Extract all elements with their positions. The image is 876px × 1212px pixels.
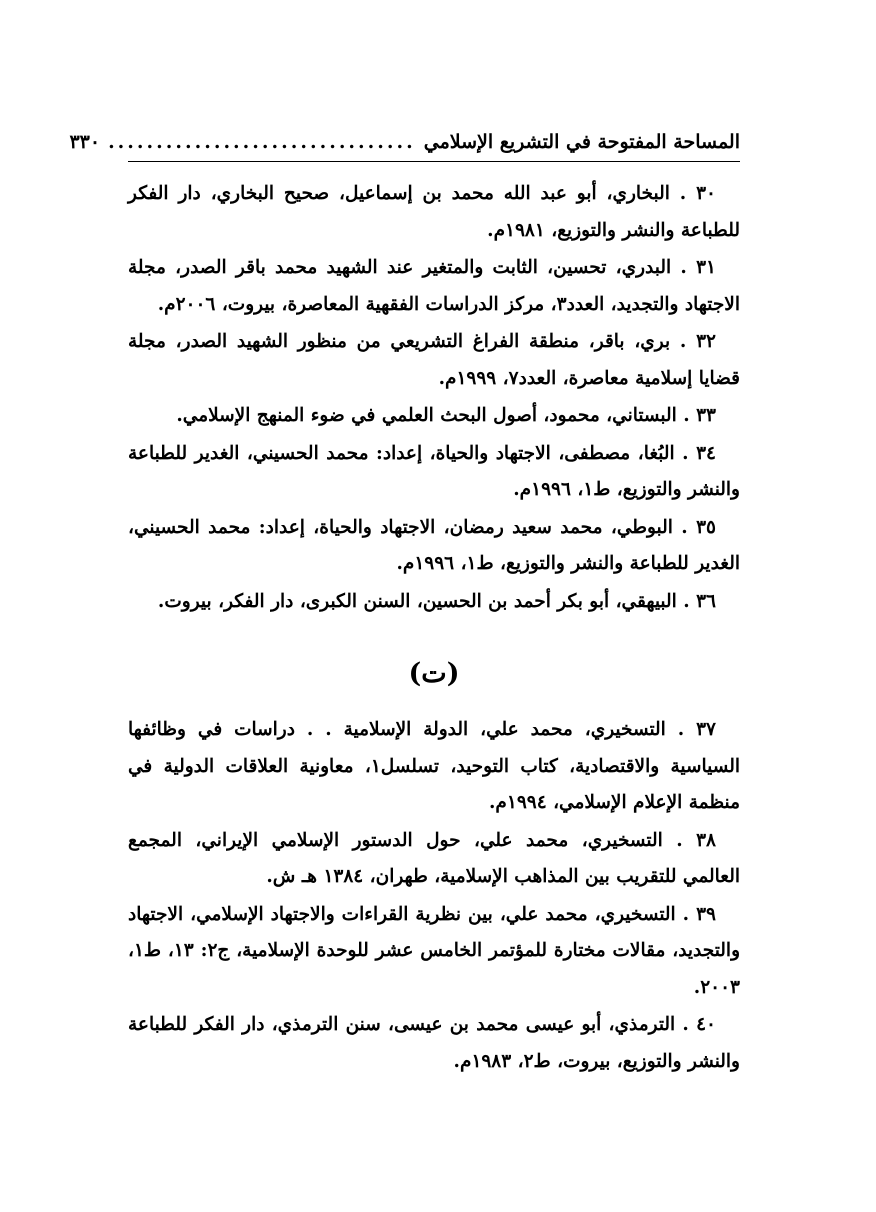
header-divider — [128, 161, 740, 162]
reference-entry-34: ٣٤ . البُغا، مصطفى، الاجتهاد والحياة، إعداد: محمد الحسيني، الغدير للطباعة والنشر والتوزيع، ط١، ١٩٩٦م. — [128, 442, 740, 500]
book-title: المساحة المفتوحة في التشريع الإسلامي — [423, 131, 740, 153]
reference-entry-33: ٣٣ . البستاني، محمود، أصول البحث العلمي في ضوء المنهج الإسلامي. — [176, 405, 716, 426]
reference-entry-40: ٤٠ . الترمذي، أبو عيسى محمد بن عيسى، سنن الترمذي، دار الفكر للطباعة والنشر والتوزيع، بيروت، ط٢، ١٩٨٣م. — [128, 1014, 740, 1072]
reference-entry-32: ٣٢ . بري، باقر، منطقة الفراغ التشريعي من منظور الشهيد الصدر، مجلة قضايا إسلامية معاصرة، العدد٧، ١٩٩٩م. — [128, 331, 740, 389]
reference-entry-31: ٣١ . البدري، تحسين، الثابت والمتغير عند الشهيد محمد باقر الصدر، مجلة الاجتهاد والتجديد، العدد٣، مركز الدراسات الفقهية المعاصرة، بيروت، ٢٠٠٦م. — [128, 257, 740, 315]
reference-entry-36: ٣٦ . البيهقي، أبو بكر أحمد بن الحسين، السنن الكبرى، دار الفكر، بيروت. — [157, 590, 716, 612]
reference-list-ba — [128, 176, 740, 621]
header-leader-dots: ................................ — [108, 131, 416, 153]
reference-entry-39: ٣٩ . التسخيري، محمد علي، بين نظرية القراءات والاجتهاد الإسلامي، الاجتهاد والتجديد، مقالات مختارة للمؤتمر الخامس عشر للوحدة الإسلامية، ج٢: ١٣، ط١، ٢٠٠٣. — [128, 903, 740, 998]
page-number: ٣٣٠ — [69, 131, 101, 153]
reference-entry-35: ٣٥ . البوطي، محمد سعيد رمضان، الاجتهاد والحياة، إعداد: محمد الحسيني، الغدير للطباعة والنشر والتوزيع، ط١، ١٩٩٦م. — [128, 516, 740, 574]
reference-list-ta — [128, 712, 740, 1081]
section-heading-ta: (ت) — [408, 658, 460, 689]
running-header — [69, 122, 740, 162]
reference-entry-37: ٣٧ . التسخيري، محمد علي، الدولة الإسلامية . . دراسات في وظائفها السياسية والاقتصادية، كتاب التوحيد، تسلسل١، معاونية العلاقات الدولية في منظمة الإعلام الإسلامي، ١٩٩٤م. — [128, 719, 740, 813]
reference-entry-30: ٣٠ . البخاري، أبو عبد الله محمد بن إسماعيل، صحيح البخاري، دار الفكر للطباعة والنشر والتوزيع، ١٩٨١م. — [128, 183, 740, 241]
reference-entry-38: ٣٨ . التسخيري، محمد علي، حول الدستور الإسلامي الإيراني، المجمع العالمي للتقريب بين المذاهب الإسلامية، طهران، ١٣٨٤ هـ ش. — [128, 829, 740, 887]
